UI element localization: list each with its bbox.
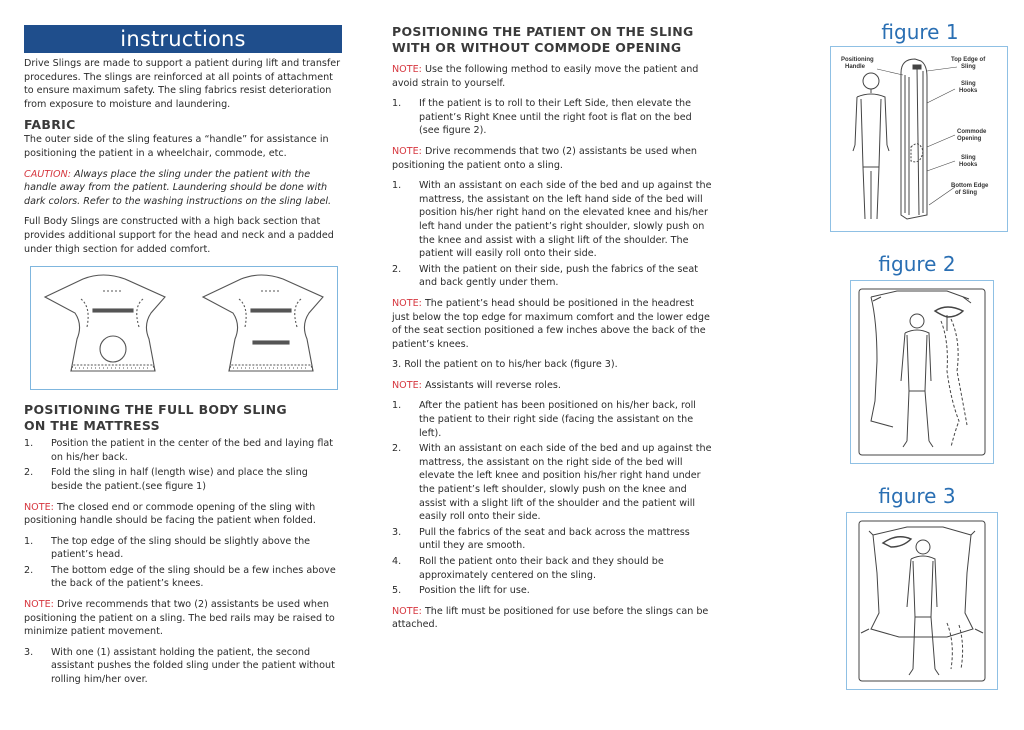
note-paragraph (392, 379, 712, 393)
label-positioning-handle: Positioning (841, 57, 874, 63)
note-paragraph (392, 63, 712, 90)
list-item (392, 584, 712, 598)
label-positioning-handle-2: Handle (845, 64, 866, 70)
column-figures (830, 0, 1010, 690)
fabric-paragraph: The outer side of the sling features a “handle” for assistance in positioning the patient in a wheelchair, commode, etc. (24, 134, 329, 159)
step-number: 5. (392, 585, 402, 597)
step-text: The top edge of the sling should be slightly above the patient’s head. (51, 535, 311, 561)
note-paragraph (24, 598, 342, 639)
note-paragraph (392, 297, 712, 351)
label-sling-hooks-a: Sling (961, 81, 976, 87)
step-number: 3. (392, 526, 402, 538)
sling-illustration (30, 266, 338, 390)
intro-paragraph: Drive Slings are made to support a patient during lift and transfer procedures. The slings are reinforced at all points of attachment to ensure maximum safety. The sling fabrics resist deterioration from exposure to moisture and laundering. (24, 58, 341, 110)
note-label: NOTE: (392, 297, 422, 309)
step-text: With the patient on their side, push the fabrics of the seat and back gently under them. (419, 263, 698, 289)
step-text: Fold the sling in half (length wise) and place the sling beside the patient.(see figure 1) (51, 467, 308, 492)
step-text: With an assistant on each side of the bed and up against the mattress, the assistant on the right side of the bed will elevate the left knee and position his/her right hand under the patient’s left shoulder, slowly push on the knee and assist with a slight lift of the shoulder and the patient will easily roll onto their side. (419, 443, 712, 523)
note-text: Use the following method to easily move the patient and avoid strain to yourself. (392, 64, 699, 89)
steps-list-b (392, 179, 712, 290)
steps-list-a (24, 437, 342, 493)
step-number: 1. (24, 438, 34, 450)
list-item (392, 263, 712, 290)
note-text: Assistants will reverse roles. (421, 379, 561, 391)
step-text: Pull the fabrics of the seat and back across the mattress until they are smooth. (419, 526, 690, 552)
note-paragraph (392, 145, 712, 172)
heading-line-2: WITH OR WITHOUT COMMODE OPENING (392, 39, 682, 55)
step-3-paragraph: 3. Roll the patient on to his/her back (figure 3). (392, 359, 618, 371)
step-number: 1. (24, 535, 34, 547)
caution-label: CAUTION: (24, 168, 71, 180)
steps-list-a (392, 97, 712, 138)
label-sling-hooks-b: Sling (961, 155, 976, 161)
full-body-paragraph: Full Body Slings are constructed with a high back section that provides additional support for the head and neck and a padded under thigh section for added comfort. (24, 216, 334, 255)
step-text: Position the patient in the center of the bed and laying flat on his/her back. (51, 438, 334, 463)
note-paragraph (24, 501, 342, 528)
positioning-heading (392, 24, 712, 55)
figure-3-drawing-icon (847, 513, 997, 689)
figure-1-title: figure 1 (881, 20, 959, 44)
heading-line-1: POSITIONING THE PATIENT ON THE SLING (392, 24, 694, 39)
step-number: 4. (392, 556, 402, 567)
list-item (24, 466, 342, 493)
list-item (24, 646, 342, 687)
figure-2-drawing-icon (851, 281, 993, 463)
note-label: NOTE: (24, 501, 54, 513)
figure-2-title: figure 2 (878, 252, 956, 276)
full-body-sling-heading (24, 402, 342, 433)
column-left (24, 0, 342, 694)
label-sling-hooks-a-2: Hooks (959, 88, 978, 94)
steps-list-c (24, 646, 342, 687)
column-middle (392, 0, 712, 639)
list-item (392, 97, 712, 138)
sling-drawing-icon (31, 267, 337, 389)
list-item (24, 564, 342, 591)
list-item (392, 442, 712, 524)
steps-list-b (24, 535, 342, 591)
note-text: Drive recommends that two (2) assistants be used when positioning the patient onto a sling. (392, 145, 697, 171)
step-text: After the patient has been positioned on his/her back, roll the patient to their right side (facing the assistant on the left). (419, 400, 696, 439)
step-number: 2. (24, 564, 34, 576)
step-number: 2. (24, 467, 34, 479)
steps-list-c (392, 399, 712, 597)
label-top-edge: Top Edge of (951, 57, 986, 63)
label-bottom-edge: Bottom Edge (951, 183, 989, 189)
label-top-edge-2: Sling (961, 64, 976, 70)
step-text: The bottom edge of the sling should be a few inches above the back of the patient’s knees. (51, 564, 336, 590)
step-text: Position the lift for use. (419, 585, 530, 597)
list-item (392, 555, 712, 582)
note-label: NOTE: (392, 605, 422, 617)
label-sling-hooks-b-2: Hooks (959, 162, 978, 168)
heading-line-2: ON THE MATTRESS (24, 417, 160, 433)
step-number: 1. (392, 180, 402, 192)
step-number: 3. (24, 646, 34, 658)
list-item (392, 399, 712, 440)
heading-line-1: POSITIONING THE FULL BODY SLING (24, 402, 287, 418)
label-commode-opening-2: Opening (957, 136, 982, 142)
list-item (24, 437, 342, 464)
step-text: With an assistant on each side of the bed and up against the mattress, the assistant on the left hand side of the bed will position his/her right hand on the elevated knee and his/her left hand under the patient’s right shoulder, slowly push on the knee and assist with a slight lift of the shoulder. The patient will easily roll onto their side. (419, 180, 712, 260)
instructions-banner: instructions (24, 25, 342, 53)
caution-text: Always place the sling under the patient with the handle away from the patient. Laundering should be done with dark colors. Refer to the washing instructions on the sling label. (24, 168, 332, 207)
list-item (24, 535, 342, 562)
step-text: If the patient is to roll to their Left Side, then elevate the patient’s Right Knee until the right foot is flat on the bed (see figure 2). (419, 98, 692, 137)
label-commode-opening: Commode (957, 129, 987, 135)
figure-3-box (846, 512, 998, 690)
note-text: The closed end or commode opening of the sling with positioning handle should be facing the patient when folded. (24, 501, 316, 527)
note-text: The lift must be positioned for use before the slings can be attached. (392, 605, 709, 631)
note-text: Drive recommends that two (2) assistants be used when positioning the patient on a sling. The bed rails may be raised to minimize patient movement. (24, 599, 335, 638)
note-label: NOTE: (392, 64, 422, 75)
fabric-heading: FABRIC (24, 117, 76, 133)
list-item (392, 526, 712, 553)
list-item (392, 179, 712, 261)
figure-1-drawing-icon (831, 47, 1007, 231)
note-label: NOTE: (392, 145, 422, 157)
step-number: 1. (392, 400, 402, 412)
note-paragraph (392, 605, 712, 632)
step-number: 2. (392, 263, 402, 275)
note-label: NOTE: (392, 379, 422, 391)
figure-3-title: figure 3 (878, 484, 956, 508)
note-label: NOTE: (24, 599, 54, 611)
step-text: With one (1) assistant holding the patient, the second assistant pushes the folded sling under the patient without rolling him/her over. (51, 646, 335, 686)
label-bottom-edge-2: of Sling (955, 190, 977, 196)
step-number: 1. (392, 98, 402, 110)
figure-2-box (850, 280, 994, 464)
note-text: The patient’s head should be positioned in the headrest just below the top edge for maximum comfort and the lower edge of the seat section positioned a few inches above the back of the patient’s knees. (392, 297, 710, 350)
step-number: 2. (392, 443, 402, 455)
caution-paragraph (24, 168, 342, 209)
step-text: Roll the patient onto their back and they should be approximately centered on the sling. (419, 556, 664, 581)
figure-1-box (830, 46, 1008, 232)
